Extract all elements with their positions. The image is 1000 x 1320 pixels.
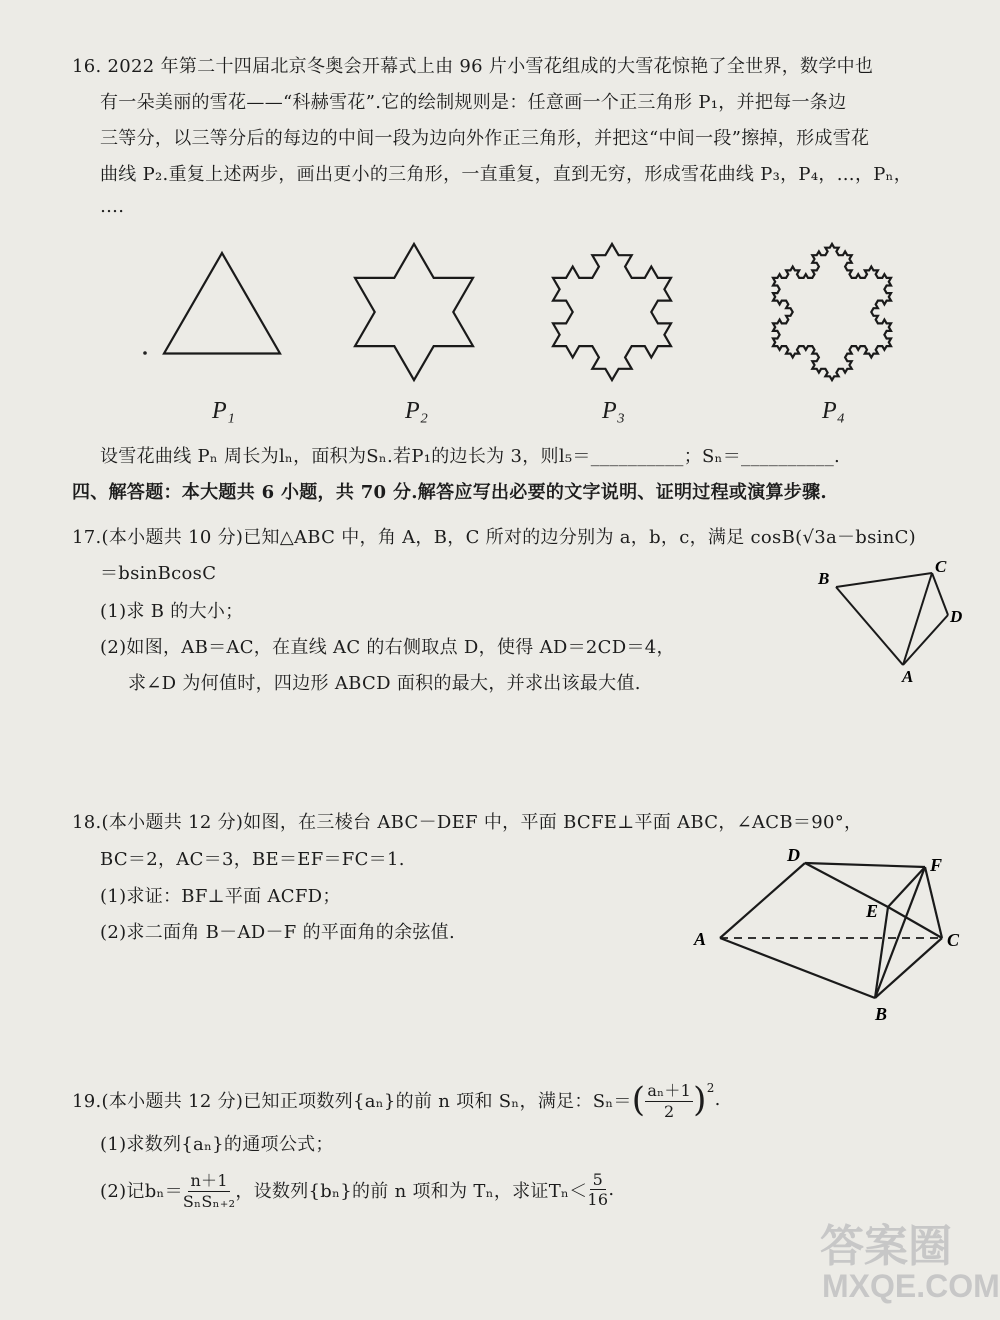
label-p3: P₃ — [602, 398, 626, 424]
q16-line-1: 16. 2022 年第二十四届北京冬奥会开幕式上由 96 片小雪花组成的大雪花惊艳了全世界，数学中也 — [72, 56, 874, 77]
q17-part-2: (2)如图，AB＝AC，在直线 AC 的右侧取点 D，使得 AD＝2CD＝4， — [100, 637, 675, 658]
q18-part-1: (1)求证：BF⊥平面 ACFD； — [100, 886, 341, 907]
koch-snowflake-figure — [0, 220, 1000, 420]
vertex-d-label: D — [787, 845, 800, 865]
q17-line-2: ＝bsinBcosC — [100, 563, 217, 584]
koch-p4-shape — [773, 244, 891, 380]
q17-part-2-cont: 求∠D 为何值时，四边形 ABCD 面积的最大，并求出该最大值. — [128, 673, 641, 694]
q18-line-2: BC＝2，AC＝3，BE＝EF＝FC＝1. — [100, 849, 405, 870]
koch-p2-shape — [355, 244, 473, 380]
vertex-c-label: C — [935, 560, 947, 576]
q19-fraction-1 — [645, 1078, 693, 1121]
fraction-1-numerator: aₙ＋1 — [645, 1078, 693, 1102]
label-p1: P₁ — [212, 398, 236, 424]
q19-fraction-bn: n＋1 SₙSₙ₊₂ — [183, 1168, 235, 1211]
q18-line-1: 18.(本小题共 12 分)如图，在三棱台 ABC－DEF 中，平面 BCFE⊥平面 ABC，∠ACB＝90°， — [72, 812, 863, 833]
watermark-url: MXQE.COM — [822, 1268, 1000, 1304]
q19-stem: 19.(本小题共 12 分)已知正项数列{aₙ}的前 n 项和 Sₙ，满足：Sₙ＝ — [72, 1090, 632, 1112]
q19-line-1: 19.(本小题共 12 分)已知正项数列{aₙ}的前 n 项和 Sₙ，满足：Sₙ＝ ( $\frac{\text{aₙ＋1}}{2}$ ) $^2$ . — [72, 1079, 721, 1121]
q18-part-2: (2)求二面角 B－AD－F 的平面角的余弦值. — [100, 922, 456, 943]
frustum-abc-def-figure — [680, 835, 980, 1030]
koch-p3-shape — [553, 244, 671, 380]
vertex-d-label: D — [950, 607, 963, 626]
q16-line-2: 有一朵美丽的雪花——“科赫雪花”.它的绘制规则是：任意画一个正三角形 P₁，并把每一条边 — [100, 92, 847, 113]
q16-line-3: 三等分，以三等分后的每边的中间一段为边向外作正三角形，并把这“中间一段”擦掉，形成雪花 — [100, 128, 870, 149]
fraction-1-denominator: 2 — [663, 1102, 675, 1121]
vertex-a-label: A — [902, 667, 914, 686]
q17-line-1: 17.(本小题共 10 分)已知△ABC 中，角 A，B，C 所对的边分别为 a，b，c，满足 cosB(√3a－bsinC) — [72, 527, 916, 548]
q16-line-4: 曲线 P₂.重复上述两步，画出更小的三角形，一直重复，直到无穷，形成雪花曲线 P₃，P₄，…，Pₙ， — [100, 164, 913, 185]
vertex-c-label: C — [947, 930, 960, 950]
q19-part-1: (1)求数列{aₙ}的通项公式； — [100, 1134, 334, 1155]
vertex-f-label: F — [930, 855, 943, 875]
vertex-a-label: A — [694, 929, 707, 949]
section-4-heading: 四、解答题：本大题共 6 小题，共 70 分.解答应写出必要的文字说明、证明过程或演算步骤. — [72, 482, 827, 503]
label-p2: P₂ — [405, 398, 429, 424]
vertex-b-label: B — [818, 569, 830, 588]
q19-part-2: (2)记bₙ＝ n＋1 SₙSₙ₊₂ ，设数列{bₙ}的前 n 项和为 Tₙ，求证Tₙ＜ 5 16 . — [100, 1170, 615, 1211]
quadrilateral-abcd-figure — [810, 560, 980, 690]
q16-line-5: …. — [100, 196, 125, 217]
label-p4: P₄ — [822, 398, 846, 424]
watermark-logo: 答案圈 — [820, 1222, 952, 1271]
q16-answer-line: 设雪花曲线 Pₙ 周长为lₙ，面积为Sₙ.若P₁的边长为 3，则l₅＝__________；Sₙ＝__________. — [100, 446, 841, 467]
vertex-b-label: B — [875, 1004, 888, 1024]
vertex-e-label: E — [866, 901, 879, 921]
q17-part-1: (1)求 B 的大小； — [100, 601, 244, 622]
q19-fraction-bound: 5 16 — [587, 1170, 609, 1209]
koch-p1-shape — [164, 253, 280, 354]
